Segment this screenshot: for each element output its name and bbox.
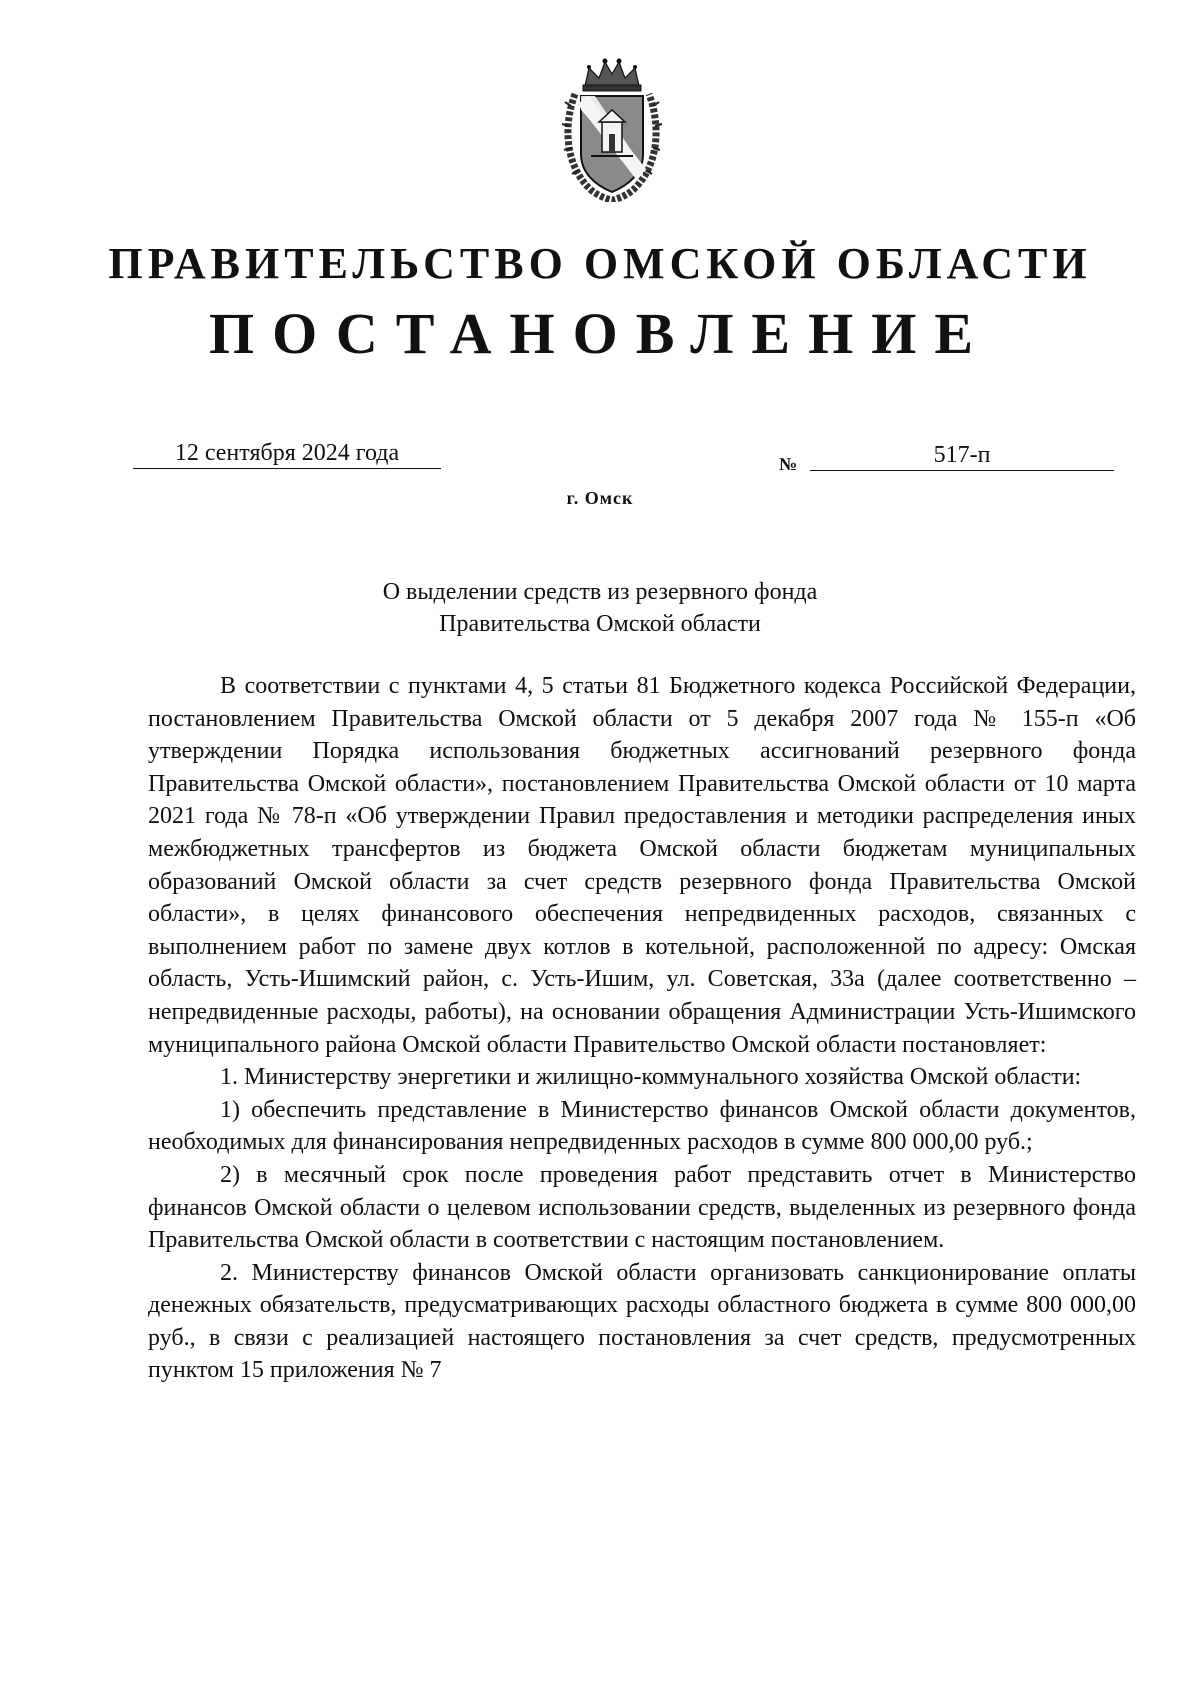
omsk-oblast-coat-of-arms-icon — [561, 56, 663, 202]
decree-number: 517-п — [810, 440, 1114, 471]
decree-body — [148, 670, 1136, 1387]
decree-subject — [0, 576, 1200, 640]
city-label: г. Омск — [566, 488, 634, 508]
subject-line-1: О выделении средств из резервного фонда — [382, 579, 818, 605]
item-1-subitem-1: 1) обеспечить представление в Министерство финансов Омской области документов, необходимых для финансирования непредвиденных расходов в сумме 800 000,00 руб.; — [148, 1096, 1136, 1156]
number-label: № — [779, 454, 798, 474]
item-1-subitem-2: 2) в месячный срок после проведения работ представить отчет в Министерство финансов Омской области о целевом использовании средств, выделенных из резервного фонда Правительства Омской области в соответствии с настоящим постановлением. — [148, 1161, 1136, 1254]
subject-line-2: Правительства Омской области — [439, 611, 761, 637]
government-title: ПРАВИТЕЛЬСТВО ОМСКОЙ ОБЛАСТИ — [108, 239, 1092, 288]
preamble-paragraph: В соответствии с пунктами 4, 5 статьи 81 Бюджетного кодекса Российской Федерации, постановлением Правительства Омской области от 5 декабря 2007 года № 155-п «Об утверждении Порядка использования бюджетных ассигнований резервного фонда Правительства Омской области», постановлением Правительства Омской области от 10 марта 2021 года № 78-п «Об утверждении Правил предоставления и методики распределения иных межбюджетных трансфертов из бюджета Омской области бюджетам муниципальных образований Омской области за счет средств резервного фонда Правительства Омской области», в целях финансового обеспечения непредвиденных расходов, связанных с выполнением работ по замене двух котлов в котельной, расположенной по адресу: Омская область, Усть-Ишимский район, с. Усть-Ишим, ул. Советская, 33а (далее соответственно – непредвиденные расходы, работы), на основании обращения Администрации Усть-Ишимского муниципального района Омской области Правительство Омской области постановляет: — [148, 673, 1136, 1058]
item-2: 2. Министерству финансов Омской области организовать санкционирование оплаты денежных обязательств, предусматривающих расходы областного бюджета в сумме 800 000,00 руб., в связи с реализацией настоящего постановления за счет средств, предусмотренных пунктом 15 приложения № 7 — [148, 1259, 1136, 1384]
document-type-title: ПОСТАНОВЛЕНИЕ — [208, 301, 992, 366]
item-1: 1. Министерству энергетики и жилищно-коммунального хозяйства Омской области: — [220, 1064, 1082, 1091]
decree-date: 12 сентября 2024 года — [133, 438, 441, 469]
